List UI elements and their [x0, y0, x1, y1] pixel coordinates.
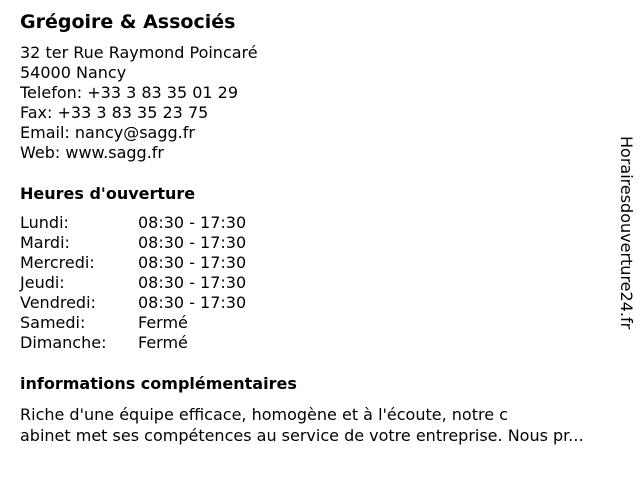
- time-range: Fermé: [138, 333, 188, 352]
- additional-info-heading: informations complémentaires: [20, 374, 297, 393]
- day-label: Mercredi:: [20, 253, 95, 272]
- hours-row: [20, 313, 246, 333]
- time-range: 08:30 - 17:30: [138, 233, 247, 252]
- time-range: 08:30 - 17:30: [138, 293, 247, 312]
- web-line: Web: www.sagg.fr: [20, 143, 164, 162]
- day-label: Dimanche:: [20, 333, 107, 352]
- day-label: Jeudi:: [20, 273, 65, 292]
- day-label: Mardi:: [20, 233, 70, 252]
- day-label: Lundi:: [20, 213, 69, 232]
- opening-hours-heading: Heures d'ouverture: [20, 184, 196, 203]
- time-range: Fermé: [138, 313, 188, 332]
- hours-row: [20, 213, 246, 233]
- hours-row: [20, 333, 246, 353]
- hours-row: [20, 273, 246, 293]
- day-label: Samedi:: [20, 313, 86, 332]
- info-line: Riche d'une équipe efficace, homogène et à l'écoute, notre c: [20, 405, 508, 424]
- fax-line: Fax: +33 3 83 35 23 75: [20, 103, 209, 122]
- street-address: 32 ter Rue Raymond Poincaré: [20, 43, 258, 62]
- company-name: Grégoire & Associés: [20, 11, 236, 33]
- opening-hours-table: [20, 213, 246, 353]
- contact-details: [20, 43, 258, 163]
- hours-row: [20, 233, 246, 253]
- site-watermark: Horairesdouverture24.fr: [617, 136, 636, 330]
- phone-line: Telefon: +33 3 83 35 01 29: [20, 83, 239, 102]
- time-range: 08:30 - 17:30: [138, 273, 247, 292]
- time-range: 08:30 - 17:30: [138, 253, 247, 272]
- hours-row: [20, 253, 246, 273]
- postal-city: 54000 Nancy: [20, 63, 127, 82]
- additional-info-text: [20, 404, 632, 446]
- email-line: Email: nancy@sagg.fr: [20, 123, 195, 142]
- day-label: Vendredi:: [20, 293, 96, 312]
- hours-row: [20, 293, 246, 313]
- info-line: abinet met ses compétences au service de votre entreprise. Nous pr...: [20, 426, 584, 445]
- time-range: 08:30 - 17:30: [138, 213, 247, 232]
